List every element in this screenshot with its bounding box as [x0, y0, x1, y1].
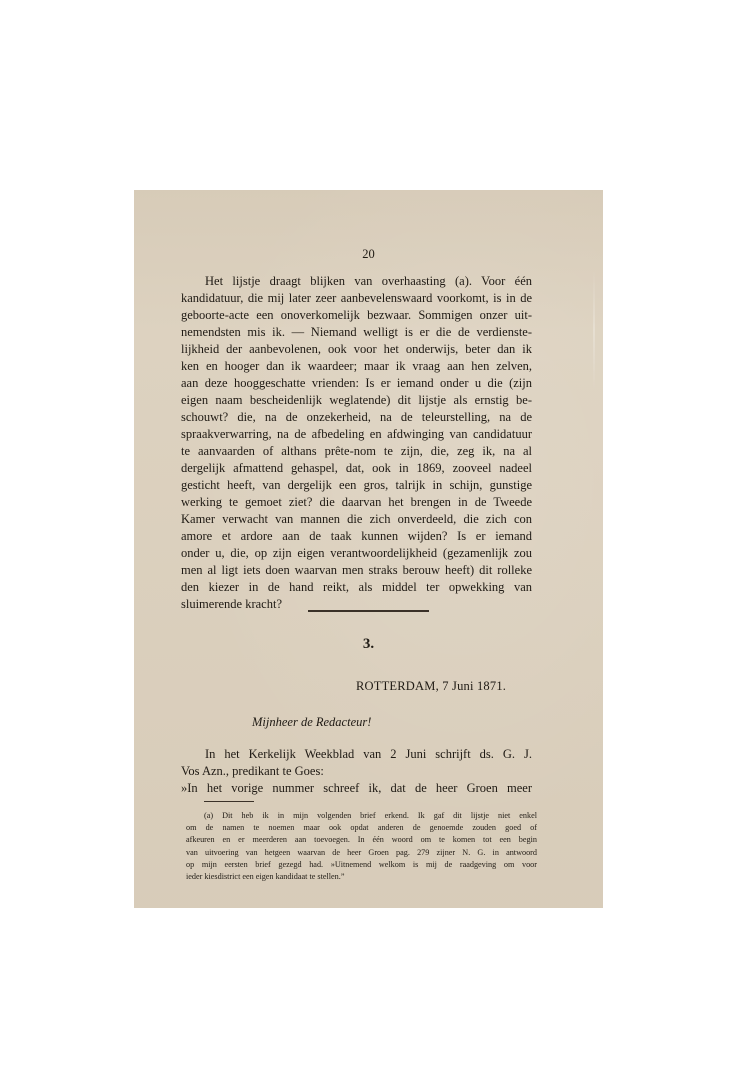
footnote-line: om de namen te noemen maar ook opdat anderen de genoemde zouden goed of — [186, 823, 537, 833]
salutation: Mijnheer de Redacteur! — [252, 715, 372, 729]
text-line: werking te gemoet ziet? die daarvan het brengen in de Tweede — [181, 495, 532, 509]
text-line: spraakverwarring, na de afbedeling en afdwinging van candidatuur — [181, 427, 532, 441]
paragraph-overhaasting — [181, 273, 532, 613]
footnote — [186, 810, 537, 883]
text-line: aan deze hooggeschatte vrienden: Is er iemand onder u die (zijn — [181, 376, 532, 390]
footnote-rule — [204, 801, 254, 802]
paper-crease — [593, 270, 595, 390]
text-line: te aanvaarden of althans prête-nom te zijn, die, zeg ik, na al — [181, 444, 532, 458]
text-line: dergelijk afmattend gehaspel, dat, ook in 1869, zooveel nadeel — [181, 461, 532, 475]
text-line: onder u, die, op zijn eigen verantwoordelijkheid (gezamenlijk zou — [181, 546, 532, 560]
footnote-line: afkeuren en er meerderen aan toevoegen. In één woord om te komen tot een begin — [186, 835, 537, 845]
text-line: den kiezer in de hand reikt, als middel ter opwekking van — [181, 580, 532, 594]
footnote-line: (a) Dit heb ik in mijn volgenden brief erkend. Ik gaf dit lijstje niet enkel — [204, 811, 537, 820]
text-line: gesticht heeft, van dergelijk een gros, talrijk in schijn, gunstige — [181, 478, 532, 492]
text-line: amore et ardore aan de taak kunnen wijden? Is er iemand — [181, 529, 532, 543]
text-line: eigen naam bescheidenlijk weglatende) dit lijstje als ernstig be- — [181, 393, 532, 407]
text-line: In het Kerkelijk Weekblad van 2 Juni schrijft ds. G. J. — [205, 747, 532, 761]
text-line: sluimerende kracht? — [181, 597, 282, 611]
footnote-line: van uitvoering van hetgeen waarvan de heer Groen pag. 279 zijner N. G. in antwoord — [186, 847, 537, 857]
text-line: geboorte-acte een onoverkomelijk bezwaar. Sommigen onzer uit- — [181, 308, 532, 322]
text-line: Vos Azn., predikant te Goes: — [181, 764, 324, 778]
paragraph-kerkelijk-weekblad — [181, 746, 532, 797]
footnote-line: ieder kiesdistrict een eigen kandidaat te stellen.” — [186, 871, 345, 881]
footnote-line: op mijn eersten brief gezegd had. »Uitnemend welkom is mij de raadgeving om voor — [186, 859, 537, 869]
text-line: nemendsten mis ik. — Niemand welligt is er die de verdienste- — [181, 325, 532, 339]
section-number: 3. — [362, 636, 375, 652]
text-line: kandidatuur, die mij later zeer aanbevelenswaard voorkomt, is in de — [181, 291, 532, 305]
text-line: lijkheid der aanbevolenen, ook voor het onderwijs, beter dan ik — [181, 342, 532, 356]
text-line: Kamer verwacht van mannen die zich onverdeeld, die zich con — [181, 512, 532, 526]
text-line: ken en hooger dan ik waardeer; maar ik vraag aan hen zelven, — [181, 359, 532, 373]
text-line: »In het vorige nummer schreef ik, dat de heer Groen meer — [181, 781, 532, 795]
page-number: 20 — [362, 247, 375, 261]
dateline: ROTTERDAM, 7 Juni 1871. — [356, 679, 507, 693]
text-line: schouwt? die, na de onzekerheid, na de teleurstelling, na de — [181, 410, 532, 424]
section-divider — [308, 610, 429, 612]
text-line: men al ligt iets doen waarvan men straks berouw heeft) dit rolleke — [181, 563, 532, 577]
scanned-page — [134, 190, 603, 908]
text-line: Het lijstje draagt blijken van overhaasting (a). Voor één — [205, 274, 532, 288]
